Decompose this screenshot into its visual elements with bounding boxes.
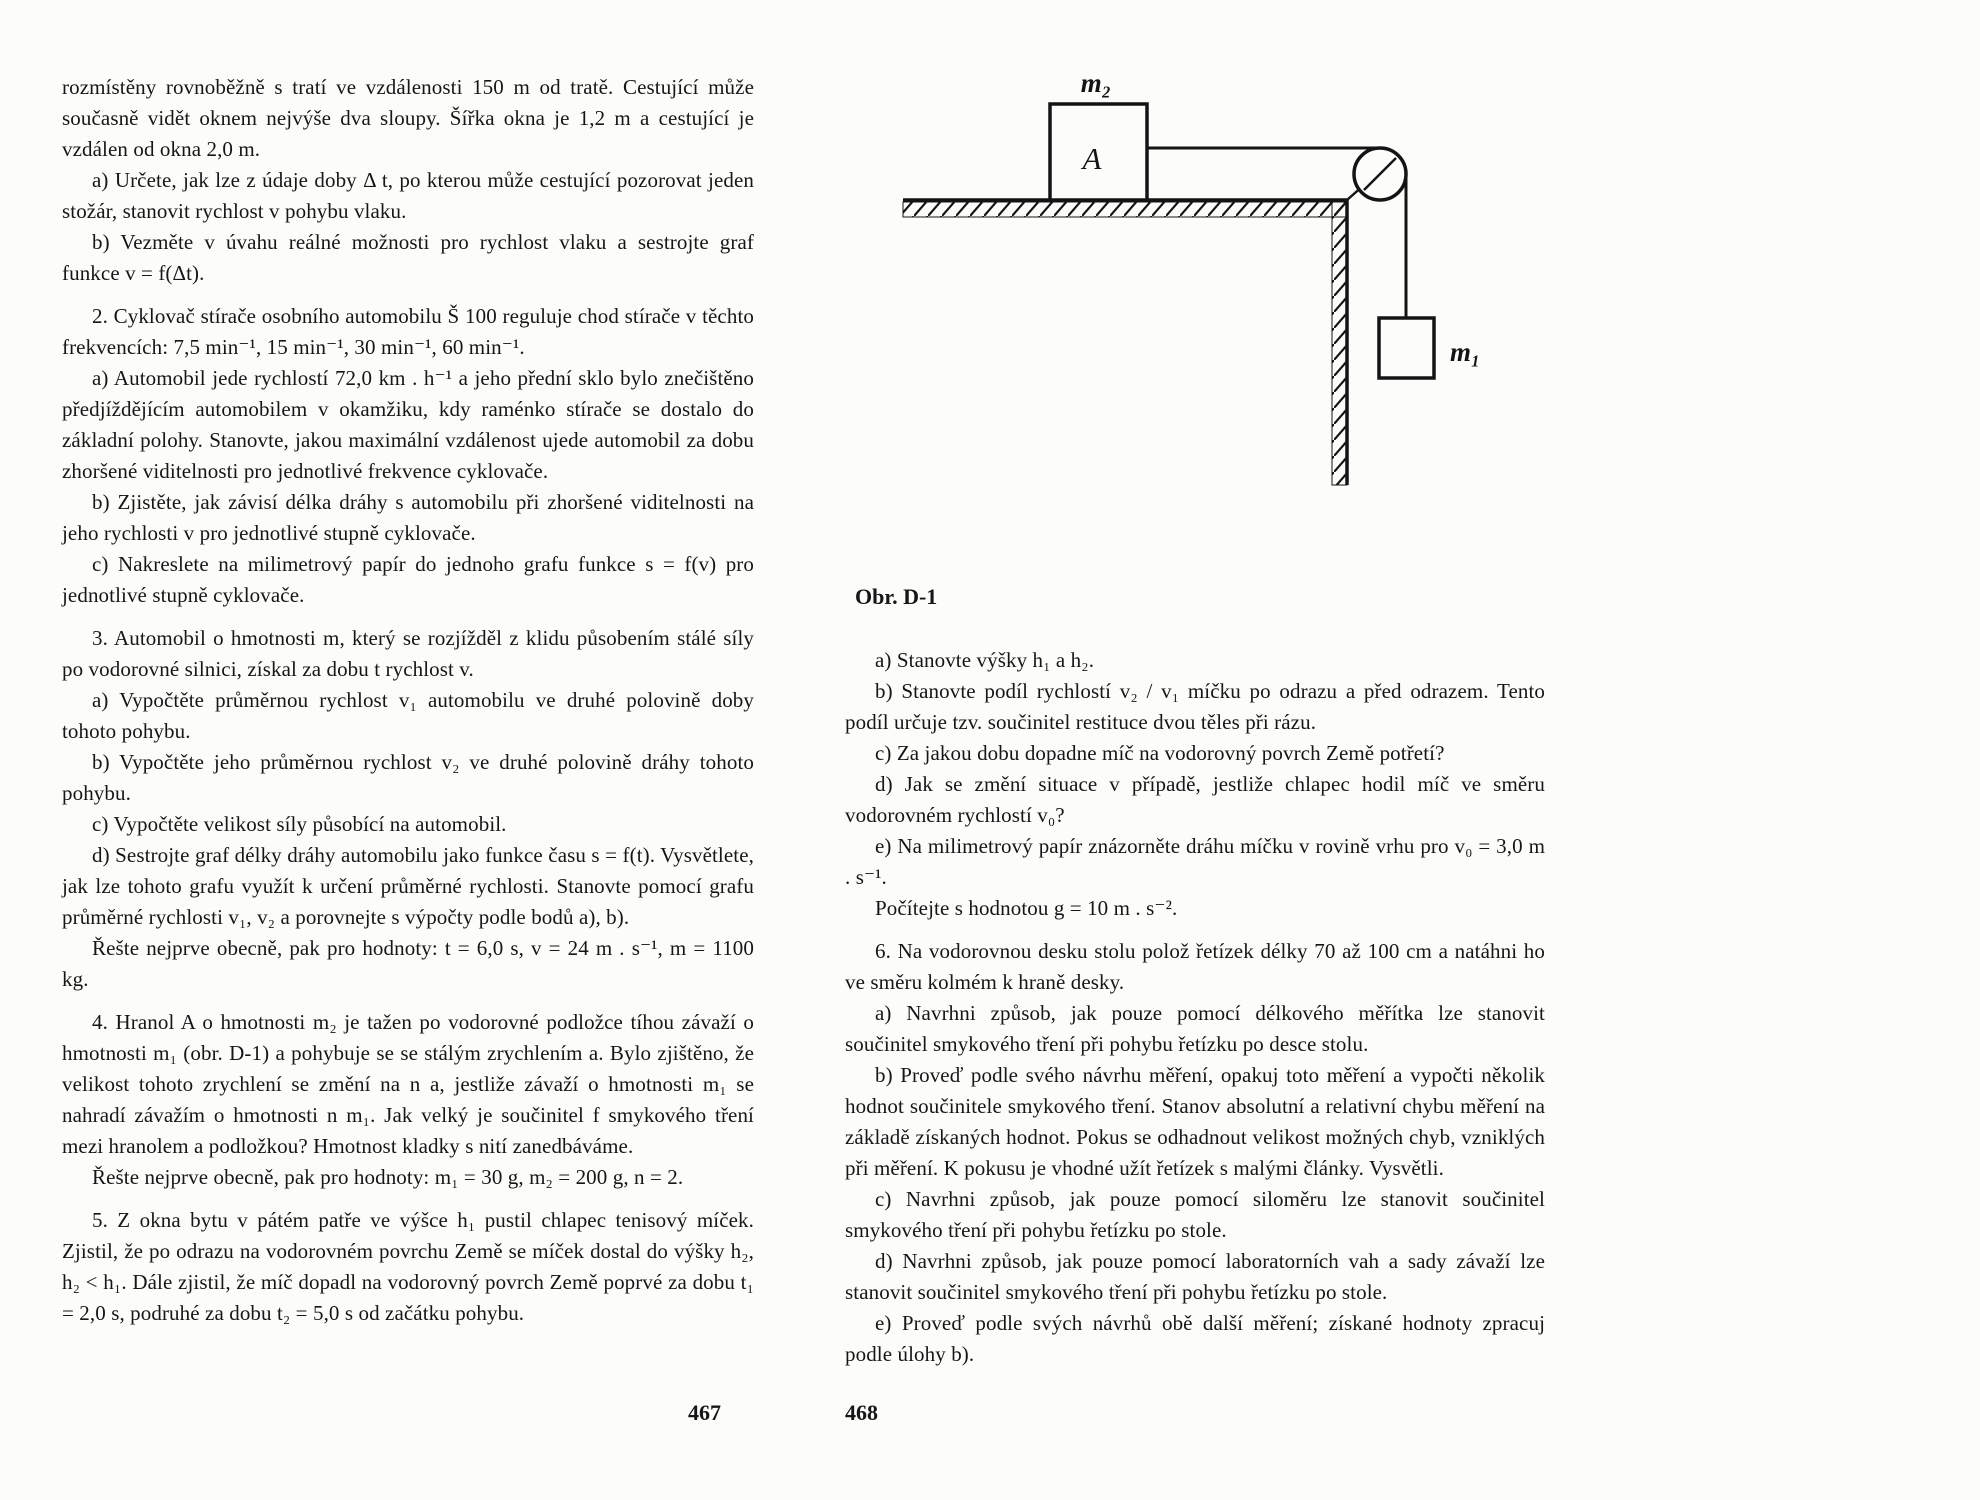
- paragraph: c) Nakreslete na milimetrový papír do jednoho grafu funkce s = f(v) pro jednotlivé stupně cyklovače.: [62, 552, 754, 607]
- paragraph: e) Na milimetrový papír znázorněte dráhu míčku v rovině vrhu pro v₀ = 3,0 m . s⁻¹.: [845, 834, 1545, 889]
- paragraph: 4. Hranol A o hmotnosti m₂ je tažen po vodorovné podložce tíhou závaží o hmotnosti m₁ (obr. D-1) a pohybuje se se stálým zrychlením a. Bylo zjištěno, že velikost tohoto zrychlení se změní na n a, jestliže závaží o hmotnosti m₁ se nahradí závažím o hmotnosti n m₁. Jak velký je součinitel f smykového tření mezi hranolem a podložkou? Hmotnost kladky s nití zanedbáváme.: [62, 1010, 754, 1158]
- page-number-left: 467: [688, 1400, 721, 1425]
- paragraph: 2. Cyklovač stírače osobního automobilu Š 100 reguluje chod stírače v těchto frekvencích: 7,5 min⁻¹, 15 min⁻¹, 30 min⁻¹, 60 min⁻¹.: [62, 304, 754, 359]
- mass-m2-label: m₂: [1080, 72, 1112, 98]
- paragraph: c) Navrhni způsob, jak pouze pomocí siloměru lze stanovit součinitel smykového tření při pohybu řetízku po stole.: [845, 1187, 1545, 1242]
- paragraph: d) Jak se změní situace v případě, jestliže chlapec hodil míč ve směru vodorovném rychlostí v₀?: [845, 772, 1545, 827]
- left-text-column: [62, 72, 754, 1329]
- paragraph: Řešte nejprve obecně, pak pro hodnoty: m₁ = 30 g, m₂ = 200 g, n = 2.: [92, 1165, 684, 1189]
- table-hatching: [903, 202, 1347, 217]
- paragraph: a) Určete, jak lze z údaje doby Δ t, po kterou může cestující pozorovat jeden stožár, stanovit rychlost v pohybu vlaku.: [62, 168, 754, 223]
- mass-m1-block: [1379, 318, 1434, 378]
- paragraph: a) Vypočtěte průměrnou rychlost v₁ automobilu ve druhé polovině doby tohoto pohybu.: [62, 688, 754, 743]
- table-edge-hatching: [1332, 202, 1347, 485]
- paragraph: b) Stanovte podíl rychlostí v₂ / v₁ míčku po odrazu a před odrazem. Tento podíl určuje tzv. součinitel restituce dvou těles při rázu.: [845, 679, 1545, 734]
- figure-caption: Obr. D-1: [855, 584, 938, 609]
- paragraph: e) Proveď podle svých návrhů obě další měření; získané hodnoty zpracuj podle úlohy b).: [845, 1311, 1545, 1366]
- paragraph: 5. Z okna bytu v pátém patře ve výšce h₁ pustil chlapec tenisový míček. Zjistil, že po odrazu na vodorovném povrchu Země se míček dostal do výšky h₂, h₂ < h₁. Dále zjistil, že míč dopadl na vodorovný povrch Země poprvé za dobu t₁ = 2,0 s, podruhé za dobu t₂ = 5,0 s od začátku pohybu.: [62, 1208, 754, 1325]
- paragraph: c) Za jakou dobu dopadne míč na vodorovný povrch Země potřetí?: [875, 741, 1445, 765]
- left-page: [62, 0, 754, 1500]
- paragraph: d) Navrhni způsob, jak pouze pomocí laboratorních vah a sady závaží lze stanovit součinitel smykového tření při pohybu řetízku po stole.: [845, 1249, 1545, 1304]
- paragraph: b) Zjistěte, jak závisí délka dráhy s automobilu při zhoršené viditelnosti na jeho rychlosti v pro jednotlivé stupně cyklovače.: [62, 490, 754, 545]
- paragraph: b) Vypočtěte jeho průměrnou rychlost v₂ ve druhé polovině dráhy tohoto pohybu.: [62, 750, 754, 805]
- paragraph: Počítejte s hodnotou g = 10 m . s⁻².: [875, 896, 1178, 920]
- paragraph: 6. Na vodorovnou desku stolu polož řetízek délky 70 až 100 cm a natáhni ho ve směru kolmém k hraně desky.: [845, 939, 1545, 994]
- paragraph: a) Navrhni způsob, jak pouze pomocí délkového měřítka lze stanovit součinitel smykového tření při pohybu řetízku po desce stolu.: [845, 1001, 1545, 1056]
- paragraph: a) Automobil jede rychlostí 72,0 km . h⁻¹ a jeho přední sklo bylo znečištěno předjíždějícím automobilem v okamžiku, kdy raménko stírače se dostalo do základní polohy. Stanovte, jakou maximální vzdálenost ujede automobil za dobu zhoršené viditelnosti pro jednotlivé frekvence cyklovače.: [62, 366, 754, 483]
- paragraph: c) Vypočtěte velikost síly působící na automobil.: [92, 812, 507, 836]
- paragraph: rozmístěny rovnoběžně s tratí ve vzdálenosti 150 m od tratě. Cestující může současně vidět oknem nejvýše dva sloupy. Šířka okna je 1,2 m a cestující je vzdálen od okna 2,0 m.: [62, 75, 754, 161]
- paragraph: b) Proveď podle svého návrhu měření, opakuj toto měření a vypočti několik hodnot součinitele smykového tření. Stanov absolutní a relativní chybu měření na základě získaných hodnot. Pokus se odhadnout velikost možných chyb, vzniklých při měření. K pokusu je vhodné užít řetízek s malými články. Vysvětli.: [845, 1063, 1545, 1180]
- paragraph: b) Vezměte v úvahu reálné možnosti pro rychlost vlaku a sestrojte graf funkce v = f(Δt).: [62, 230, 754, 285]
- mass-m1-label: m₁: [1450, 337, 1481, 367]
- right-text-column: [845, 645, 1545, 1370]
- right-page: [845, 0, 1545, 1500]
- block-a-label: A: [1082, 141, 1102, 176]
- paragraph: a) Stanovte výšky h₁ a h₂.: [875, 648, 1095, 672]
- paragraph: Řešte nejprve obecně, pak pro hodnoty: t = 6,0 s, v = 24 m . s⁻¹, m = 1100 kg.: [62, 936, 754, 991]
- paragraph: d) Sestrojte graf délky dráhy automobilu jako funkce času s = f(t). Vysvětlete, jak lze tohoto grafu využít k určení průměrné rychlosti. Stanovte pomocí grafu průměrné rychlosti v₁, v₂ a porovnejte s výpočty podle bodů a), b).: [62, 843, 754, 929]
- paragraph: 3. Automobil o hmotnosti m, který se rozjížděl z klidu působením stálé síly po vodorovné silnici, získal za dobu t rychlost v.: [62, 626, 754, 681]
- page-number-right: 468: [845, 1400, 878, 1425]
- figure-d1: [900, 72, 1520, 492]
